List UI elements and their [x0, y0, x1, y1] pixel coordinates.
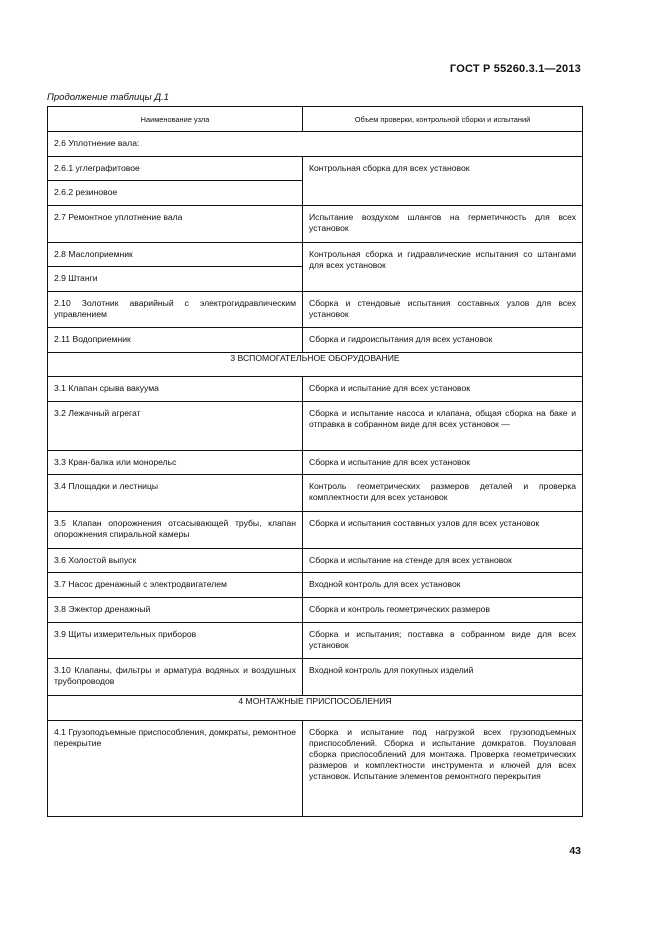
- table-row: [48, 402, 583, 451]
- table-row: [48, 157, 583, 181]
- row-name: 3.5 Клапан опорожнения отсасывающей трубы, клапан опорожнения спиральной камеры: [48, 512, 303, 549]
- table-row: [48, 451, 583, 475]
- row-name: 3.8 Эжектор дренажный: [48, 598, 303, 623]
- table-row: [48, 292, 583, 328]
- table-row: [48, 377, 583, 402]
- row-scope: Испытание воздухом шлангов на герметичность для всех установок: [303, 206, 583, 243]
- row-scope: Сборка и стендовые испытания составных узлов для всех установок: [303, 292, 583, 328]
- row-name: 3.2 Лежачный агрегат: [48, 402, 303, 451]
- row-scope: Контроль геометрических размеров деталей и проверка комплектности для всех установок: [303, 475, 583, 512]
- row-name: 3.10 Клапаны, фильтры и арматура водяных и воздушных трубопроводов: [48, 659, 303, 696]
- row-name: 2.10 Золотник аварийный с электрогидравлическим управлением: [48, 292, 303, 328]
- row-name: 2.6 Уплотнение вала:: [48, 132, 583, 157]
- row-name: 3.4 Площадки и лестницы: [48, 475, 303, 512]
- row-name: 2.8 Маслоприемник: [48, 243, 303, 267]
- row-scope: Сборка и контроль геометрических размеров: [303, 598, 583, 623]
- table-header-row: [48, 107, 583, 132]
- table-row: [48, 623, 583, 659]
- row-name: 3.3 Кран-балка или монорельс: [48, 451, 303, 475]
- row-name: 3.9 Щиты измерительных приборов: [48, 623, 303, 659]
- table-row: [48, 243, 583, 267]
- table-row: [48, 598, 583, 623]
- section-title: 4 МОНТАЖНЫЕ ПРИСПОСОБЛЕНИЯ: [48, 696, 583, 721]
- inspection-table: [47, 106, 583, 817]
- document-code: ГОСТ Р 55260.3.1—2013: [449, 63, 581, 75]
- row-scope: Входной контроль для всех установок: [303, 573, 583, 598]
- row-name: 2.6.2 резиновое: [48, 181, 303, 206]
- section-row: [48, 353, 583, 377]
- table-row: [48, 659, 583, 696]
- row-name: 3.6 Холостой выпуск: [48, 549, 303, 573]
- page-number: 43: [569, 845, 581, 857]
- row-name: 2.7 Ремонтное уплотнение вала: [48, 206, 303, 243]
- table-row: [48, 549, 583, 573]
- row-name: 2.11 Водоприемник: [48, 328, 303, 353]
- row-scope: Контрольная сборка и гидравлические испытания со штангами для всех установок: [303, 243, 583, 292]
- section-title: 3 ВСПОМОГАТЕЛЬНОЕ ОБОРУДОВАНИЕ: [48, 353, 583, 377]
- row-name: 3.1 Клапан срыва вакуума: [48, 377, 303, 402]
- row-scope: Сборка и испытание под нагрузкой всех грузоподъемных приспособлений. Сборка и испытание домкратов. Поузловая сборка приспособлений для монтажа. Проверка геометрических размеров и комплектности инструмента и ключей для всех установок. Испытание элементов ремонтного перекрытия: [303, 721, 583, 817]
- row-scope: Сборка и испытания составных узлов для всех установок: [303, 512, 583, 549]
- row-scope: Сборка и испытание для всех установок: [303, 377, 583, 402]
- row-name: 4.1 Грузоподъемные приспособления, домкраты, ремонтное перекрытие: [48, 721, 303, 817]
- table-row: [48, 573, 583, 598]
- row-scope: Сборка и испытание для всех установок: [303, 451, 583, 475]
- table-row: [48, 512, 583, 549]
- table-row: [48, 206, 583, 243]
- row-scope: Сборка и испытание на стенде для всех установок: [303, 549, 583, 573]
- table-row: [48, 328, 583, 353]
- section-row: [48, 696, 583, 721]
- column-header-name: Наименование узла: [48, 107, 303, 132]
- table-row: [48, 721, 583, 817]
- column-header-scope: Объем проверки, контрольной сборки и испытаний: [303, 107, 583, 132]
- row-scope: Контрольная сборка для всех установок: [303, 157, 583, 206]
- row-name: 2.9 Штанги: [48, 267, 303, 292]
- table-row: [48, 475, 583, 512]
- row-name: 3.7 Насос дренажный с электродвигателем: [48, 573, 303, 598]
- row-scope: Сборка и гидроиспытания для всех установок: [303, 328, 583, 353]
- row-scope: Сборка и испытания; поставка в собранном виде для всех установок: [303, 623, 583, 659]
- row-scope: Сборка и испытание насоса и клапана, общая сборка на баке и отправка в собранном виде для всех установок —: [303, 402, 583, 451]
- table-row: [48, 132, 583, 157]
- table-caption: Продолжение таблицы Д.1: [47, 92, 169, 103]
- row-name: 2.6.1 углеграфитовое: [48, 157, 303, 181]
- row-scope: Входной контроль для покупных изделий: [303, 659, 583, 696]
